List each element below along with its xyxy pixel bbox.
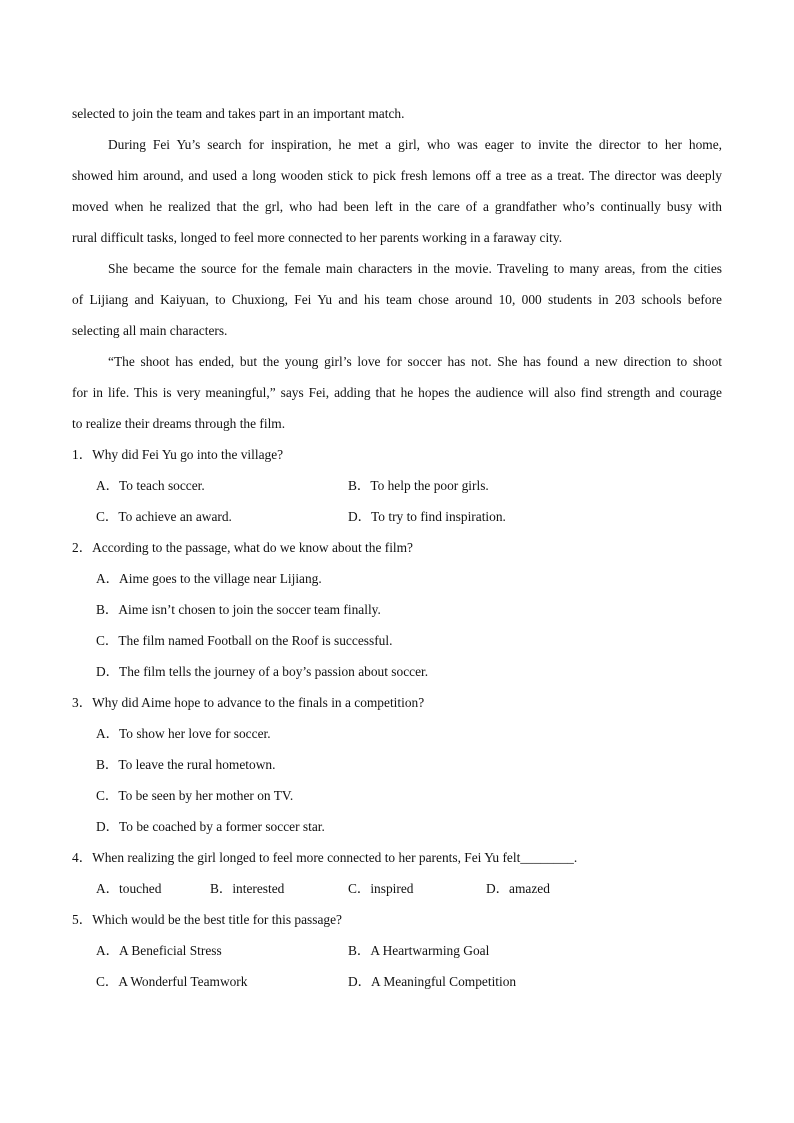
option-c: C．To be seen by her mother on TV. <box>96 788 294 803</box>
option-c: C．A Wonderful Teamwork <box>96 974 248 989</box>
option-c: C．To achieve an award. <box>96 509 232 524</box>
question-stem: 1．Why did Fei Yu go into the village? <box>72 447 284 462</box>
passage-line: She became the source for the female main characters in the movie. Traveling to many areas, from the cities <box>108 261 722 276</box>
option-b: B．interested <box>210 881 285 896</box>
option-a: A．touched <box>96 881 162 896</box>
question-stem: 2．According to the passage, what do we know about the film? <box>72 540 414 555</box>
question-1 <box>72 439 722 532</box>
passage-line: “The shoot has ended, but the young girl’s love for soccer has not. She has found a new direction to shoot <box>108 354 722 369</box>
option-b: B．A Heartwarming Goal <box>348 943 490 958</box>
passage-line: moved when he realized that the grl, who had been left in the care of a grandfather who’s continually busy with <box>72 199 722 214</box>
option-d: D．To try to find inspiration. <box>348 509 506 524</box>
document-page <box>72 98 722 997</box>
passage-line: selected to join the team and takes part in an important match. <box>72 106 405 121</box>
option-d: D．amazed <box>486 881 550 896</box>
passage-line: for in life. This is very meaningful,” says Fei, adding that he hopes the audience will also find strength and courage <box>72 385 722 400</box>
option-b: B．To help the poor girls. <box>348 478 489 493</box>
question-stem: 3．Why did Aime hope to advance to the finals in a competition? <box>72 695 425 710</box>
question-3 <box>72 687 722 842</box>
passage <box>72 98 722 439</box>
question-2 <box>72 532 722 687</box>
option-d: D．A Meaningful Competition <box>348 974 517 989</box>
option-d: D．The film tells the journey of a boy’s passion about soccer. <box>96 664 429 679</box>
question-stem: 5．Which would be the best title for this passage? <box>72 912 342 927</box>
option-c: C．inspired <box>348 881 414 896</box>
option-a: A．A Beneficial Stress <box>96 943 222 958</box>
option-a: A．Aime goes to the village near Lijiang. <box>96 571 322 586</box>
passage-line: of Lijiang and Kaiyuan, to Chuxiong, Fei Yu and his team chose around 10, 000 students in 203 schools before <box>72 292 722 307</box>
question-4 <box>72 842 722 904</box>
passage-line: to realize their dreams through the film. <box>72 416 286 431</box>
question-stem: 4．When realizing the girl longed to feel more connected to her parents, Fei Yu felt________. <box>72 850 578 865</box>
passage-line: showed him around, and used a long wooden stick to pick fresh lemons off a tree as a treat. The director was deeply <box>72 168 722 183</box>
option-d: D．To be coached by a former soccer star. <box>96 819 325 834</box>
passage-line: selecting all main characters. <box>72 323 228 338</box>
question-5 <box>72 904 722 997</box>
option-b: B．To leave the rural hometown. <box>96 757 276 772</box>
passage-line: rural difficult tasks, longed to feel more connected to her parents working in a faraway city. <box>72 230 563 245</box>
option-c: C．The film named Football on the Roof is successful. <box>96 633 393 648</box>
option-a: A．To teach soccer. <box>96 478 205 493</box>
passage-line: During Fei Yu’s search for inspiration, he met a girl, who was eager to invite the director to her home, <box>108 137 722 152</box>
option-b: B．Aime isn’t chosen to join the soccer team finally. <box>96 602 381 617</box>
option-a: A．To show her love for soccer. <box>96 726 271 741</box>
